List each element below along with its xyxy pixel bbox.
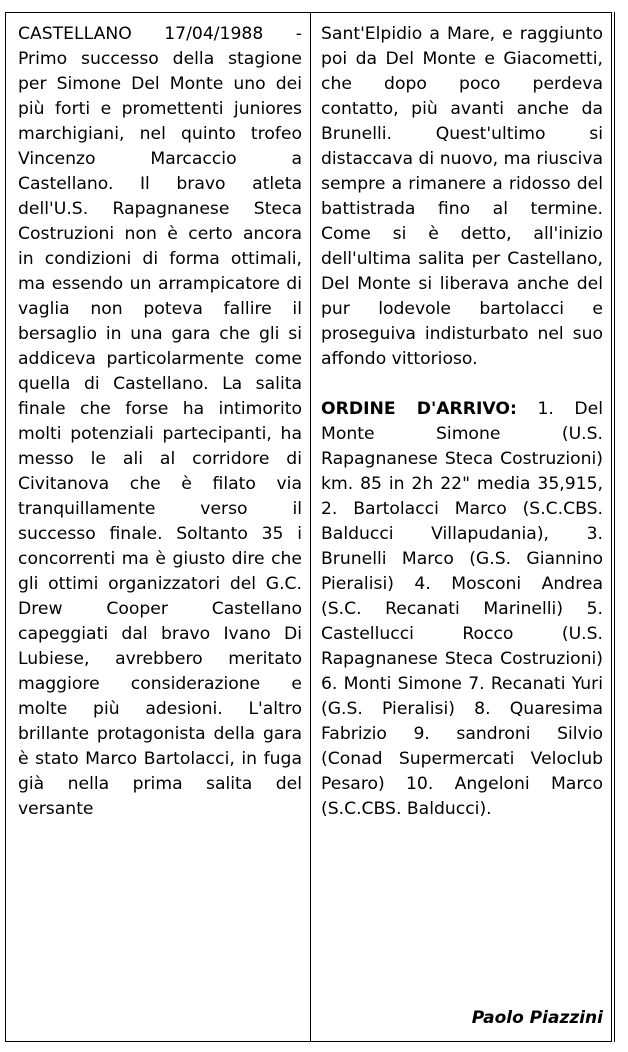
article-body-left: CASTELLANO 17/04/1988 - Primo successo della stagione per Simone Del Monte uno dei più forti e promettenti juniores marchigiani, nel quinto trofeo Vincenzo Marcaccio a Castellano. Il bravo atleta dell'U.S. Rapagnanese Steca Costruzioni non è certo ancora in condizioni di forma ottimali, ma essendo un arrampicatore di vaglia non poteva fallire il bersaglio in una gara che gli si addiceva particolarmente come quella di Castellano. La salita finale che forse ha intimorito molti potenziali partecipanti, ha messo le ali al corridore di Civitanova che è filato via tranquillamente verso il successo finale. Soltanto 35 i concorrenti ma è giusto dire che gli ottimi organizzatori del G.C. Drew Cooper Castellano capeggiati dal bravo Ivano Di Lubiese, avrebbero meritato maggiore considerazione e molte più adesioni. L'altro brillante protagonista della gara è stato Marco Bartolacci, in fuga già nella prima salita del versante [18, 24, 302, 819]
article-column-left [6, 13, 311, 1041]
paragraph-gap [321, 372, 603, 397]
results-heading: ORDINE D'ARRIVO: [321, 399, 517, 419]
article-table [5, 12, 612, 1042]
article-column-right [311, 13, 611, 1041]
article-body-right: Sant'Elpidio a Mare, e raggiunto poi da Del Monte e Giacometti, che dopo poco perdeva contatto, più avanti anche da Brunelli. Quest'ultimo si distaccava di nuovo, ma riusciva sempre a rimanere a ridosso del battistrada fino al termine. Come si è detto, all'inizio dell'ultima salita per Castellano, Del Monte si liberava anche del pur lodevole bartolacci e proseguiva indisturbato nel suo affondo vittorioso. [321, 24, 603, 369]
author-signature: Paolo Piazzini [471, 1008, 603, 1028]
outer-border-line [614, 12, 615, 1042]
results-list: 1. Del Monte Simone (U.S. Rapagnanese Steca Costruzioni) km. 85 in 2h 22" media 35,915, 2. Bartolacci Marco (S.C.CBS. Balducci Villapudania), 3. Brunelli Marco (G.S. Giannino Pieralisi) 4. Mosconi Andrea (S.C. Recanati Marinelli) 5. Castellucci Rocco (U.S. Rapagnanese Steca Costruzioni) 6. Monti Simone 7. Recanati Yuri (G.S. Pieralisi) 8. Quaresima Fabrizio 9. sandroni Silvio (Conad Supermercati Veloclub Pesaro) 10. Angeloni Marco (S.C.CBS. Balducci). [321, 399, 603, 819]
results-paragraph [321, 397, 603, 822]
